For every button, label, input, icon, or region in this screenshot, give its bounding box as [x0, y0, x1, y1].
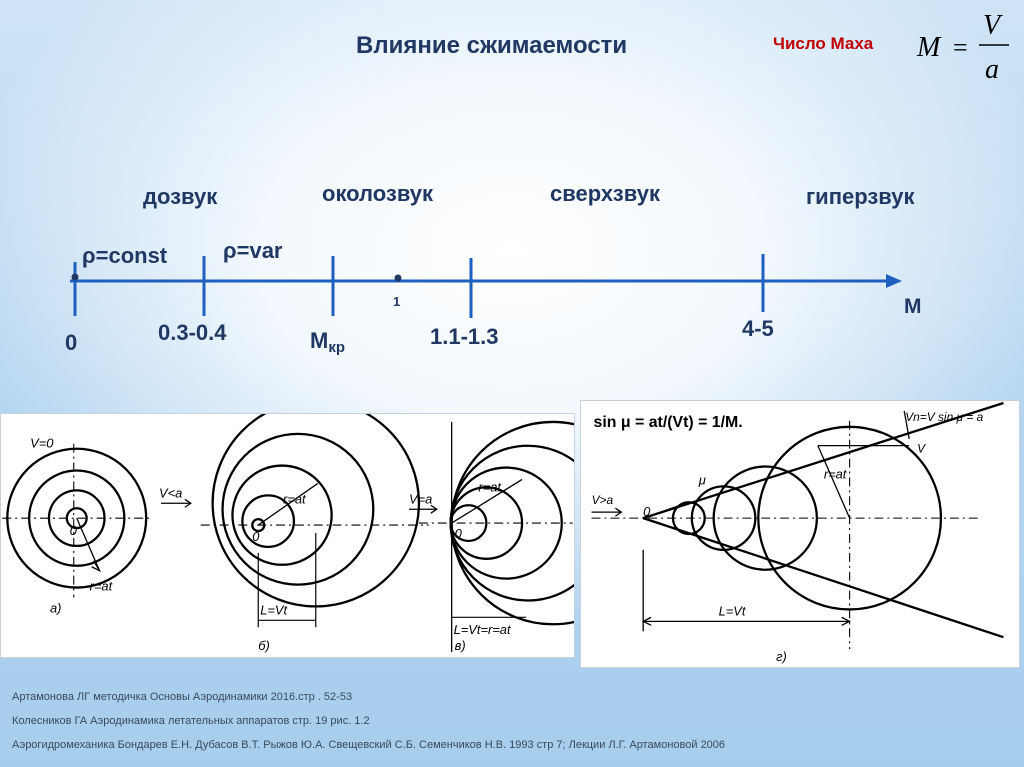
- label-r-at-c: r=at: [478, 479, 501, 495]
- tick-label-kr: кр: [328, 339, 345, 356]
- label-origin-a: 0: [69, 523, 77, 539]
- panel-label-g: г): [776, 649, 787, 665]
- mach-cone-figure: [580, 400, 1020, 668]
- panel-label-b: б): [258, 638, 270, 654]
- slide-title: Влияние сжимаемости: [356, 32, 628, 59]
- wave-pattern-figure: [0, 413, 575, 658]
- axis-arrowhead: [886, 274, 902, 288]
- label-v-less-a: V<a: [159, 485, 183, 501]
- label-v-zero: V=0: [30, 435, 54, 451]
- regime-transonic: околозвук: [322, 181, 434, 206]
- formula-equals: =: [953, 33, 968, 62]
- label-v-greater-a: V>a: [591, 493, 614, 508]
- panel-label-a: a): [49, 600, 62, 616]
- tick-label-m: M: [310, 328, 329, 353]
- tick-label-4-5: 4-5: [742, 316, 774, 341]
- tick-label-1-1: 1.1-1.3: [430, 324, 499, 349]
- regime-hypersonic: гиперзвук: [806, 184, 915, 209]
- label-normal-velocity: Vn=V sin μ = a: [905, 409, 984, 424]
- label-origin-c: 0: [454, 525, 462, 541]
- label-origin-b: 0: [252, 528, 260, 544]
- label-distance-c: L=Vt=r=at: [453, 622, 511, 638]
- label-velocity: V: [917, 441, 926, 456]
- label-r-at-g: r=at: [823, 466, 847, 482]
- regime-supersonic: сверхзвук: [550, 181, 660, 206]
- reference-3: Аэрогидромеханика Бондарев Е.Н. Дубасов В.Т. Рыжов Ю.А. Свещевский С.Б. Семенчиков Н.В. 1993 стр 7; Лекции Л.Г. Артамоновой 2006: [12, 739, 726, 751]
- label-distance-g: L=Vt: [718, 603, 746, 619]
- mach-formula: [915, 6, 1015, 86]
- label-mu: μ: [698, 472, 706, 488]
- mach-angle-formula: sin μ = at/(Vt) = 1/M.: [593, 413, 743, 431]
- mach-axis: [0, 240, 1024, 330]
- label-v-equals-a: V=a: [408, 491, 433, 507]
- label-r-at-a: r=at: [89, 578, 113, 594]
- label-r-at-b: r=at: [283, 491, 306, 507]
- formula-lhs: M: [917, 32, 941, 63]
- mach-one-point: [395, 275, 402, 282]
- reference-1: Артамонова ЛГ методичка Основы Аэродинамики 2016.стр . 52-53: [12, 691, 353, 703]
- regime-subsonic: дозвук: [143, 184, 218, 209]
- label-origin-g: 0: [643, 504, 651, 520]
- formula-denominator: a: [985, 54, 999, 85]
- formula-numerator: V: [983, 10, 1001, 41]
- density-const-label: ρ=const: [82, 243, 168, 268]
- tick-label-0-3: 0.3-0.4: [158, 320, 227, 345]
- tick-label-1: 1: [393, 294, 401, 309]
- tick-label-0: 0: [65, 330, 78, 355]
- tick-label-mkr: [310, 328, 345, 356]
- label-distance-b: L=Vt: [260, 602, 288, 618]
- origin-point: [72, 274, 79, 281]
- axis-name: M: [904, 295, 922, 318]
- panel-label-c: в): [454, 638, 466, 654]
- mach-number-label: Число Маха: [773, 34, 874, 53]
- density-var-label: ρ=var: [223, 238, 283, 263]
- reference-2: Колесников ГА Аэродинамика летательных аппаратов стр. 19 рис. 1.2: [12, 715, 370, 727]
